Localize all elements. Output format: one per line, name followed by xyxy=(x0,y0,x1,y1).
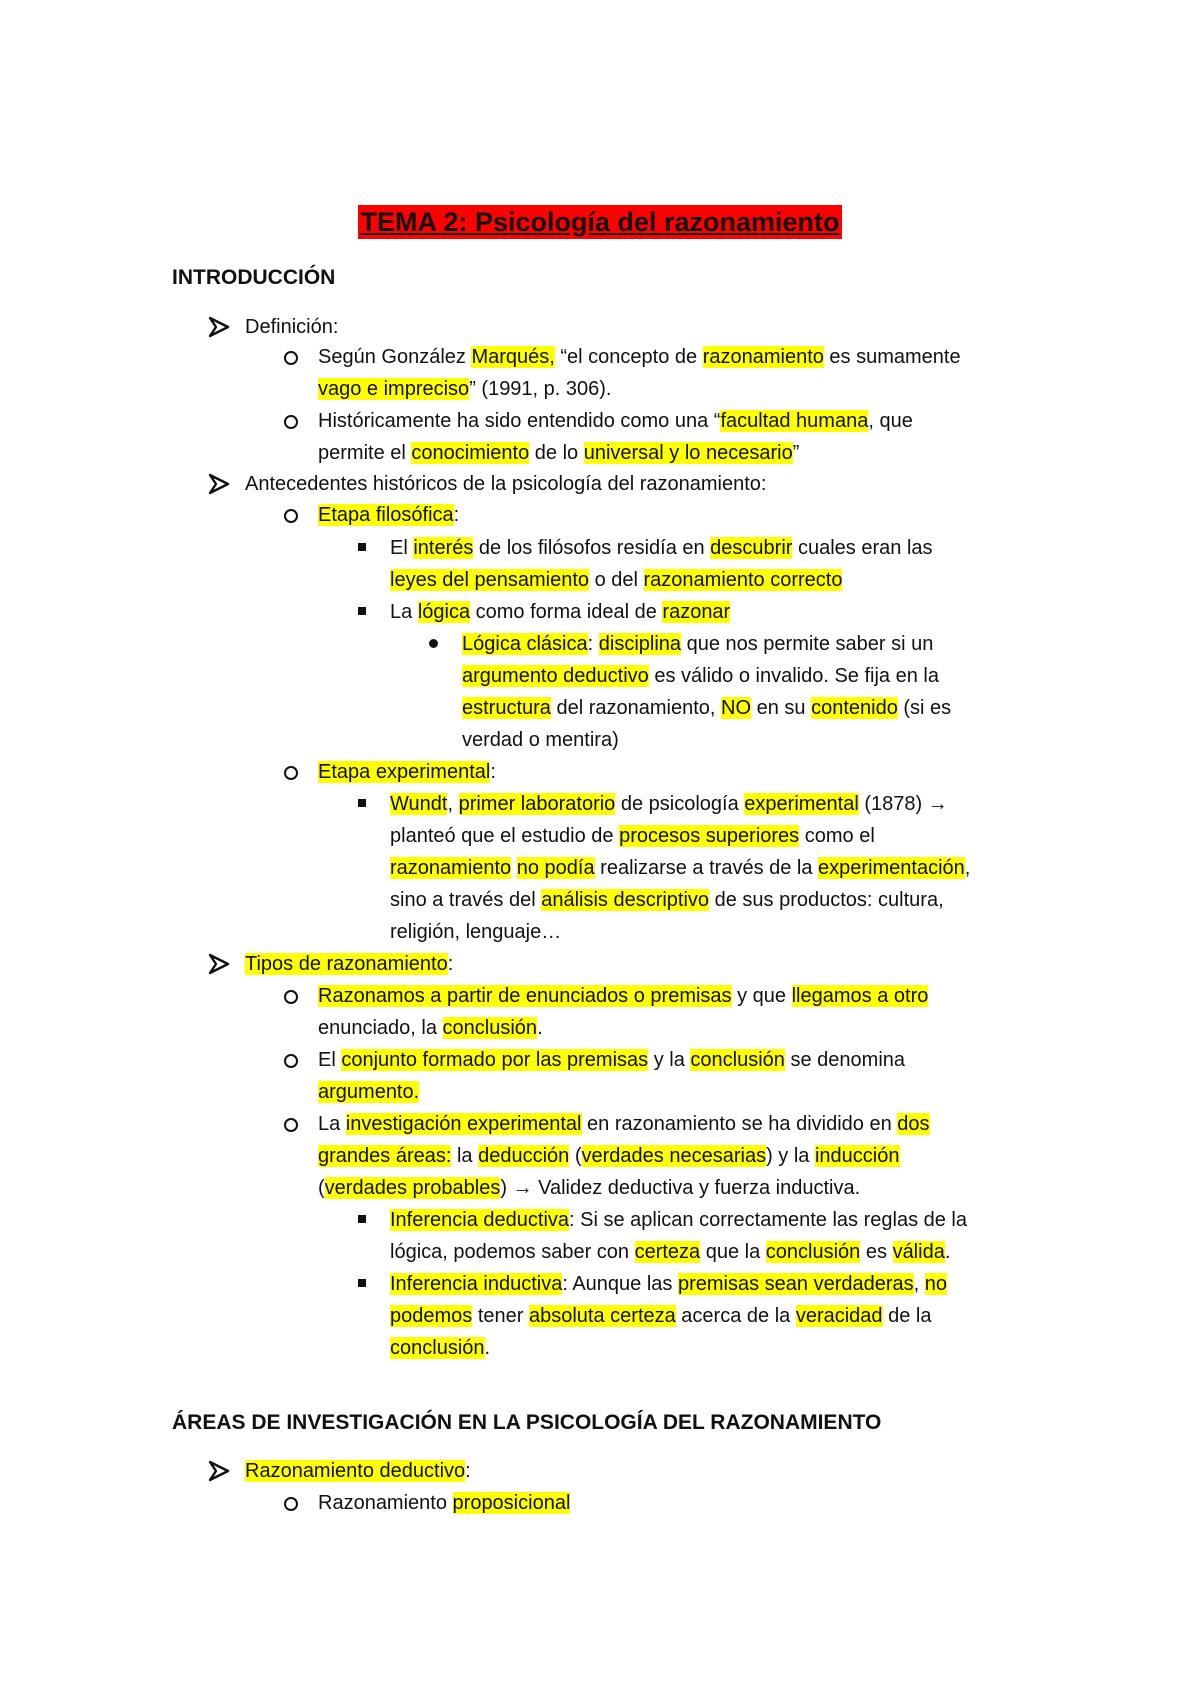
highlighted-text: Razonamiento deductivo xyxy=(245,1460,466,1482)
highlighted-text: conclusión xyxy=(765,1241,861,1263)
text-run: lógica, podemos saber con xyxy=(390,1241,635,1263)
highlighted-text: Razonamos a partir de enunciados o premisas xyxy=(318,985,732,1007)
text-line xyxy=(245,469,766,499)
text-run: , xyxy=(964,857,971,879)
text-run: (1878) → xyxy=(858,793,948,815)
highlighted-text: Etapa filosófica xyxy=(318,504,454,526)
text-line xyxy=(318,500,459,530)
highlighted-text: procesos superiores xyxy=(619,825,800,847)
square-bullet-icon xyxy=(358,1215,366,1223)
text-run: es xyxy=(860,1241,893,1263)
text-run: : xyxy=(453,504,460,526)
highlighted-text: facultad humana xyxy=(720,410,869,432)
text-line xyxy=(390,917,561,947)
highlighted-text: Marqués, xyxy=(471,346,555,368)
arrow-bullet-icon xyxy=(208,473,230,495)
text-run: se denomina xyxy=(784,1049,906,1071)
text-run: , xyxy=(913,1273,925,1295)
text-run: es sumamente xyxy=(823,346,961,368)
text-line xyxy=(318,342,961,372)
highlighted-text: razonamiento xyxy=(390,857,512,879)
circle-bullet-icon xyxy=(284,509,298,523)
text-run: de sus productos: cultura, xyxy=(709,889,944,911)
circle-bullet-icon xyxy=(284,1118,298,1132)
highlighted-text: contenido xyxy=(811,697,898,719)
highlighted-text: grandes áreas: xyxy=(318,1145,452,1167)
circle-bullet-icon xyxy=(284,415,298,429)
dot-bullet-icon xyxy=(429,639,438,648)
highlighted-text: proposicional xyxy=(452,1492,571,1514)
text-run: . xyxy=(944,1241,951,1263)
text-run: que nos permite saber si un xyxy=(681,633,934,655)
highlighted-text: Inferencia deductiva xyxy=(390,1209,570,1231)
text-run: como el xyxy=(799,825,875,847)
text-run: ( xyxy=(318,1177,325,1199)
highlighted-text: válida xyxy=(892,1241,945,1263)
text-line xyxy=(462,661,939,691)
square-bullet-icon xyxy=(358,1279,366,1287)
circle-bullet-icon xyxy=(284,990,298,1004)
highlighted-text: verdades probables xyxy=(324,1177,501,1199)
text-run: , xyxy=(447,793,459,815)
highlighted-text: argumento. xyxy=(318,1081,420,1103)
text-line xyxy=(390,597,730,627)
highlighted-text: experimental xyxy=(744,793,859,815)
text-line xyxy=(390,565,842,595)
highlighted-text: conclusión xyxy=(442,1017,538,1039)
text-line xyxy=(318,1109,930,1139)
highlighted-text: llegamos a otro xyxy=(791,985,929,1007)
highlighted-text: vago e impreciso xyxy=(318,378,470,400)
text-line xyxy=(390,1301,931,1331)
square-bullet-icon xyxy=(358,543,366,551)
arrow-bullet-icon xyxy=(208,1460,230,1482)
text-run: “el concepto de xyxy=(554,346,703,368)
text-run: la xyxy=(451,1145,479,1167)
text-line xyxy=(318,981,928,1011)
highlighted-text: no podía xyxy=(516,857,595,879)
section-heading-intro: INTRODUCCIÓN xyxy=(172,266,336,289)
highlighted-text: absoluta certeza xyxy=(528,1305,676,1327)
highlighted-text: podemos xyxy=(390,1305,473,1327)
text-run: o del xyxy=(589,569,644,591)
text-run: El xyxy=(318,1049,342,1071)
text-run: Históricamente ha sido entendido como una “ xyxy=(318,410,721,432)
text-run: ( xyxy=(569,1145,582,1167)
circle-bullet-icon xyxy=(284,1497,298,1511)
text-run: ) y la xyxy=(766,1145,815,1167)
text-line xyxy=(390,533,933,563)
highlighted-text: argumento deductivo xyxy=(462,665,649,687)
highlighted-text: inducción xyxy=(814,1145,900,1167)
text-line xyxy=(318,374,612,404)
text-run: cuales eran las xyxy=(792,537,933,559)
highlighted-text: razonamiento correcto xyxy=(643,569,843,591)
text-run: , que xyxy=(868,410,913,432)
text-line xyxy=(245,1456,471,1486)
text-run: : xyxy=(465,1460,471,1482)
highlighted-text: estructura xyxy=(462,697,551,719)
highlighted-text: leyes del pensamiento xyxy=(390,569,590,591)
highlighted-text: interés xyxy=(413,537,474,559)
text-run: ” xyxy=(792,442,800,464)
text-run: es válido o invalido. Se fija en la xyxy=(648,665,939,687)
text-run: : Si se aplican correctamente las reglas de la xyxy=(569,1209,967,1231)
text-run: : xyxy=(490,761,496,783)
highlighted-text: verdades necesarias xyxy=(581,1145,767,1167)
text-line xyxy=(318,1141,900,1171)
text-line xyxy=(390,1269,947,1299)
section-heading-areas: ÁREAS DE INVESTIGACIÓN EN LA PSICOLOGÍA DEL RAZONAMIENTO xyxy=(172,1411,882,1434)
text-line xyxy=(462,629,933,659)
text-line xyxy=(318,757,496,787)
highlighted-text: conjunto formado por las premisas xyxy=(341,1049,649,1071)
text-run: Definición: xyxy=(245,316,339,338)
text-line xyxy=(462,693,951,723)
text-run: enunciado, la xyxy=(318,1017,443,1039)
highlighted-text: conclusión xyxy=(690,1049,785,1071)
text-run: de la xyxy=(882,1305,932,1327)
highlighted-text: conclusión xyxy=(390,1337,485,1359)
text-run: como forma ideal de xyxy=(470,601,663,623)
text-run: ) → Validez deductiva y fuerza inductiva. xyxy=(500,1177,861,1199)
highlighted-text: conocimiento xyxy=(411,442,530,464)
highlighted-text: NO xyxy=(721,697,752,719)
square-bullet-icon xyxy=(358,799,366,807)
text-run: : Aunque las xyxy=(562,1273,678,1295)
highlighted-text: dos xyxy=(897,1113,930,1135)
highlighted-text: Lógica clásica xyxy=(462,633,588,655)
text-line xyxy=(318,1045,905,1075)
highlighted-text: no xyxy=(924,1273,948,1295)
text-line xyxy=(318,406,913,436)
highlighted-text: investigación experimental xyxy=(345,1113,582,1135)
text-line xyxy=(462,725,619,755)
circle-bullet-icon xyxy=(284,351,298,365)
text-line xyxy=(245,312,338,342)
circle-bullet-icon xyxy=(284,1054,298,1068)
text-line xyxy=(390,1205,967,1235)
highlighted-text: Tipos de razonamiento xyxy=(245,953,448,975)
text-run: permite el xyxy=(318,442,412,464)
text-line xyxy=(390,789,948,819)
text-run: : xyxy=(587,633,599,655)
text-run: que la xyxy=(700,1241,766,1263)
text-line xyxy=(390,1333,490,1363)
text-run: verdad o mentira) xyxy=(462,729,619,751)
highlighted-text: razonar xyxy=(662,601,731,623)
circle-bullet-icon xyxy=(284,766,298,780)
highlighted-text: lógica xyxy=(417,601,471,623)
text-run: ” (1991, p. 306). xyxy=(469,378,612,400)
text-run: de los filósofos residía en xyxy=(473,537,711,559)
text-run: del razonamiento, xyxy=(550,697,722,719)
text-line xyxy=(245,949,453,979)
highlighted-text: primer laboratorio xyxy=(458,793,616,815)
page-title: TEMA 2: Psicología del razonamiento xyxy=(360,207,840,237)
text-run: : xyxy=(447,953,454,975)
text-run: . xyxy=(537,1017,543,1039)
text-run: en razonamiento se ha dividido en xyxy=(581,1113,898,1135)
highlighted-text: disciplina xyxy=(598,633,682,655)
highlighted-text: premisas sean verdaderas xyxy=(677,1273,914,1295)
text-run xyxy=(511,857,517,879)
text-line xyxy=(390,885,944,915)
text-run: tener xyxy=(472,1305,529,1327)
text-line xyxy=(390,853,970,883)
text-line xyxy=(318,1077,419,1107)
text-run: Razonamiento xyxy=(318,1492,453,1514)
highlighted-text: Wundt xyxy=(390,793,448,815)
text-run: La xyxy=(390,601,418,623)
text-run: sino a través del xyxy=(390,889,542,911)
text-line xyxy=(318,1013,543,1043)
highlighted-text: universal y lo necesario xyxy=(583,442,793,464)
text-run: y la xyxy=(648,1049,691,1071)
highlighted-text: Etapa experimental xyxy=(318,761,491,783)
text-line xyxy=(318,438,799,468)
text-line xyxy=(390,1237,950,1267)
text-run: realizarse a través de la xyxy=(594,857,819,879)
highlighted-text: Inferencia inductiva xyxy=(390,1273,563,1295)
text-run: . xyxy=(484,1337,491,1359)
text-run: en su xyxy=(751,697,812,719)
text-run: El xyxy=(390,537,414,559)
highlighted-text: experimentación xyxy=(818,857,965,879)
text-run: Antecedentes históricos de la psicología del razonamiento: xyxy=(245,473,767,495)
highlighted-text: certeza xyxy=(634,1241,701,1263)
text-line xyxy=(318,1488,570,1518)
text-run: La xyxy=(318,1113,346,1135)
highlighted-text: deducción xyxy=(478,1145,570,1167)
text-run: acerca de la xyxy=(675,1305,796,1327)
arrow-bullet-icon xyxy=(208,953,230,975)
highlighted-text: razonamiento xyxy=(702,346,824,368)
text-line xyxy=(318,1173,860,1203)
highlighted-text: veracidad xyxy=(795,1305,883,1327)
text-run: Según González xyxy=(318,346,472,368)
text-run: religión, lenguaje… xyxy=(390,921,562,943)
text-run: y que xyxy=(731,985,792,1007)
highlighted-text: descubrir xyxy=(710,537,793,559)
square-bullet-icon xyxy=(358,607,366,615)
text-line xyxy=(390,821,875,851)
highlighted-text: análisis descriptivo xyxy=(541,889,710,911)
arrow-bullet-icon xyxy=(208,316,230,338)
text-run: de psicología xyxy=(615,793,745,815)
text-run: planteó que el estudio de xyxy=(390,825,620,847)
text-run: de lo xyxy=(529,442,584,464)
text-run: (si es xyxy=(897,697,952,719)
